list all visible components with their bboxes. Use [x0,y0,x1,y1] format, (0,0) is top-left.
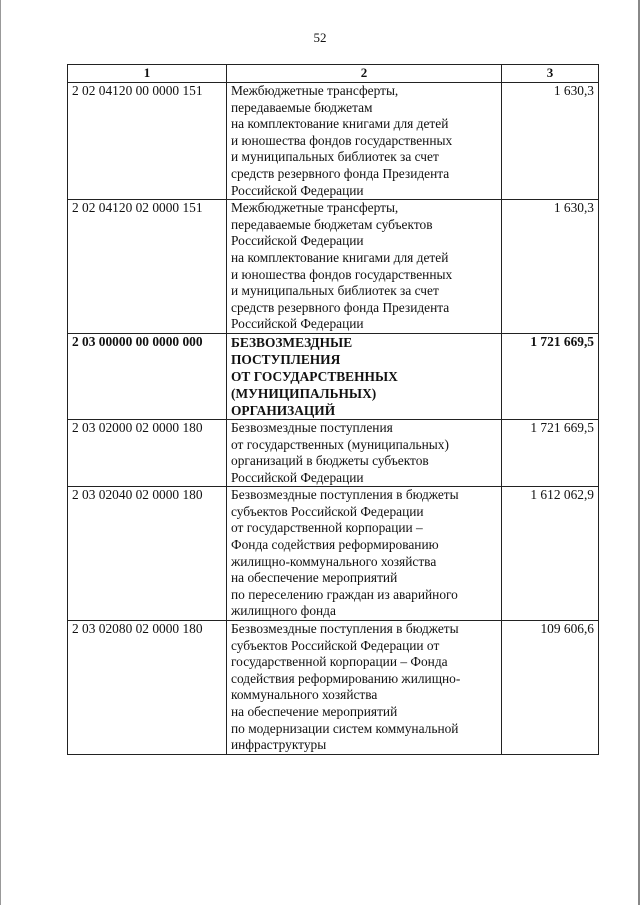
description-line: и муниципальных библиотек за счет [231,283,439,299]
description-line: по переселению граждан из аварийного [231,586,458,602]
budget-table [67,64,599,755]
description-cell [227,83,502,200]
description-line: содействия реформированию жилищно- [231,670,461,686]
description-line: ОРГАНИЗАЦИЙ [231,402,336,418]
table-body [68,83,599,755]
description-line: от государственной корпорации – [231,520,423,536]
amount-cell: 1 721 669,5 [502,333,599,419]
description-line: Безвозмездные поступления в бюджеты [231,487,459,503]
description-line: передаваемые бюджетам субъектов [231,216,433,232]
budget-code-cell: 2 03 00000 00 0000 000 [68,333,227,419]
page-number: 52 [313,30,327,45]
description-line: жилищного фонда [231,603,336,619]
budget-code-cell: 2 03 02040 02 0000 180 [68,487,227,621]
description-line: БЕЗВОЗМЕЗДНЫЕ [231,334,353,350]
description-cell [227,200,502,334]
description-line: и муниципальных библиотек за счет [231,149,439,165]
description-line: ОТ ГОСУДАРСТВЕННЫХ [231,368,398,384]
description-line: Российской Федерации [231,316,364,332]
description-line: средств резервного фонда Президента [231,165,450,181]
amount-cell: 1 630,3 [502,200,599,334]
description-line: на комплектование книгами для детей [231,249,449,265]
scan-edge-left [0,0,1,905]
description-line: Фонда содействия реформированию [231,537,439,553]
description-line: Российской Федерации [231,233,364,249]
description-line: и юношества фондов государственных [231,132,453,148]
description-line: Российской Федерации [231,182,364,198]
description-line: Межбюджетные трансферты, [231,200,399,216]
amount-cell: 109 606,6 [502,621,599,755]
budget-code-cell: 2 03 02080 02 0000 180 [68,621,227,755]
table-row [68,83,599,200]
table-row [68,487,599,621]
amount-cell: 1 721 669,5 [502,419,599,486]
description-line: организаций в бюджеты субъектов [231,453,429,469]
table-row [68,621,599,755]
description-cell [227,487,502,621]
table-row [68,333,599,419]
description-line: инфраструктуры [231,737,327,753]
description-line: Безвозмездные поступления в бюджеты [231,621,459,637]
budget-code-cell: 2 02 04120 02 0000 151 [68,200,227,334]
description-line: от государственных (муниципальных) [231,436,449,452]
description-cell [227,419,502,486]
description-line: жилищно-коммунального хозяйства [231,553,437,569]
description-line: коммунального хозяйства [231,687,378,703]
description-line: по модернизации систем коммунальной [231,720,459,736]
description-line: передаваемые бюджетам [231,99,373,115]
budget-code-cell: 2 03 02000 02 0000 180 [68,419,227,486]
amount-cell: 1 612 062,9 [502,487,599,621]
table-row [68,200,599,334]
description-cell [227,333,502,419]
column-header-description: 2 [227,65,502,83]
description-line: на обеспечение мероприятий [231,570,398,586]
column-header-amount: 3 [502,65,599,83]
budget-code-cell: 2 02 04120 00 0000 151 [68,83,227,200]
description-cell [227,621,502,755]
description-line: и юношества фондов государственных [231,266,453,282]
description-line: Российской Федерации [231,469,364,485]
table-header-row [68,65,599,83]
column-header-code: 1 [68,65,227,83]
description-line: на комплектование книгами для детей [231,116,449,132]
description-line: ПОСТУПЛЕНИЯ [231,351,341,367]
table-row [68,419,599,486]
description-line: субъектов Российской Федерации [231,503,424,519]
description-line: на обеспечение мероприятий [231,704,398,719]
amount-cell: 1 630,3 [502,83,599,200]
description-line: Межбюджетные трансферты, [231,83,399,98]
description-line: средств резервного фонда Президента [231,299,450,315]
description-line: субъектов Российской Федерации от [231,637,440,653]
description-line: (МУНИЦИПАЛЬНЫХ) [231,385,377,401]
description-line: государственной корпорации – Фонда [231,654,448,670]
description-line: Безвозмездные поступления [231,419,393,435]
